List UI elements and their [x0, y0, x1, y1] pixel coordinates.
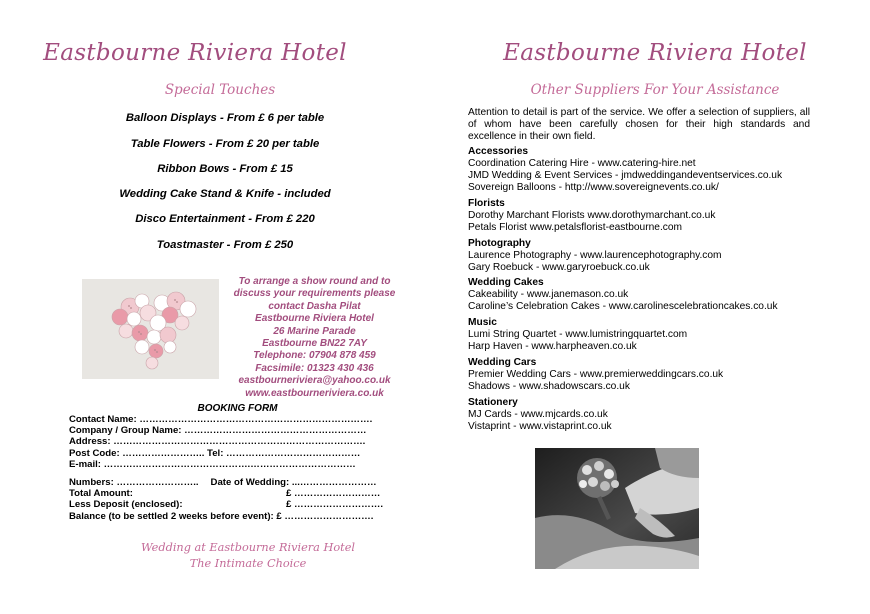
- contact-website[interactable]: www.eastbourneriviera.co.uk: [245, 387, 384, 399]
- section-title: Photography: [468, 237, 531, 249]
- supplier-item: Harp Haven - www.harpheaven.co.uk: [468, 341, 637, 353]
- form-deposit-value: £ ……………………….: [286, 499, 384, 511]
- form-contact-name: Contact Name: ……………………………………………………………….: [69, 414, 373, 425]
- contact-line: discuss your requirements please: [233, 288, 396, 300]
- contact-line: Eastbourne Riviera Hotel: [255, 313, 374, 325]
- footer-line: Wedding at Eastbourne Riviera Hotel: [140, 541, 355, 554]
- section-title: Florists: [468, 197, 505, 209]
- section-title: Wedding Cakes: [468, 277, 544, 289]
- section-title: Wedding Cars: [468, 356, 537, 368]
- footer-tagline: [108, 540, 388, 572]
- contact-email[interactable]: eastbourneriviera@yahoo.co.uk: [238, 375, 391, 387]
- supplier-item: Cakeability - www.janemason.co.uk: [468, 289, 629, 301]
- hotel-title: Eastbourne Riviera Hotel: [43, 40, 347, 66]
- touch-item: Ribbon Bows - From £ 15: [157, 163, 293, 175]
- booking-form: [69, 414, 372, 470]
- supplier-item: Vistaprint - www.vistaprint.co.uk: [468, 420, 612, 432]
- form-deposit-label: Less Deposit (enclosed):: [69, 499, 183, 511]
- section-subtitle: Other Suppliers For Your Assistance: [530, 82, 780, 98]
- contact-line: contact Dasha Pilat: [268, 300, 361, 312]
- supplier-list: [468, 146, 848, 433]
- supplier-item: Lumi String Quartet - www.lumistringquartet.com: [468, 329, 688, 341]
- bouquet-hands-photo-icon: [535, 448, 699, 569]
- contact-details: [222, 276, 407, 400]
- contact-line: Telephone: 07904 878 459: [253, 350, 376, 362]
- supplier-item: Gary Roebuck - www.garyroebuck.co.uk: [468, 261, 650, 273]
- touch-item: Balloon Displays - From £ 6 per table: [125, 112, 325, 124]
- section-title: Stationery: [468, 396, 518, 408]
- touch-item: Wedding Cake Stand & Knife - included: [119, 188, 331, 200]
- form-total-row: [69, 488, 383, 499]
- booking-form-title: BOOKING FORM: [197, 403, 278, 414]
- form-date-of-wedding: Date of Wedding: ...……………………: [210, 477, 377, 488]
- section-title: Accessories: [468, 146, 529, 157]
- form-postcode-tel: Post Code: …………………….. Tel: ……………………………………: [69, 447, 361, 459]
- form-balance-row: [69, 511, 383, 522]
- touch-item: Disco Entertainment - From £ 220: [135, 213, 315, 225]
- contact-line: Facsimile: 01323 430 436: [255, 362, 374, 374]
- supplier-item: JMD Wedding & Event Services - jmdweddingandeventservices.co.uk: [468, 170, 783, 181]
- supplier-item: MJ Cards - www.mjcards.co.uk: [468, 408, 608, 420]
- booking-amounts: [69, 477, 383, 522]
- contact-line: 26 Marine Parade: [273, 325, 356, 337]
- contact-line: Eastbourne BN22 7AY: [262, 338, 367, 350]
- intro-paragraph: Attention to detail is part of the service. We offer a selection of suppliers, all of whom have been carefully chosen for their high standards and excellence in their own field.: [468, 107, 810, 142]
- touch-item: Table Flowers - From £ 20 per table: [130, 138, 320, 150]
- section-subtitle: Special Touches: [164, 82, 276, 98]
- form-numbers: Numbers: ……………………..: [69, 477, 199, 488]
- form-total-label: Total Amount:: [69, 488, 133, 500]
- supplier-item: Caroline’s Celebration Cakes - www.carolinescelebrationcakes.co.uk: [468, 301, 778, 313]
- form-total-value: £ ………………………: [286, 488, 381, 500]
- heart-of-buttons-icon: [82, 279, 219, 379]
- section-title: Music: [468, 317, 497, 329]
- form-balance-label: Balance (to be settled 2 weeks before event):: [69, 510, 274, 522]
- supplier-item: Laurence Photography - www.laurencephotography.com: [468, 249, 722, 261]
- wedding-hands-photo: [535, 448, 699, 569]
- form-company: Company / Group Name: …………………………………………………: [69, 425, 367, 437]
- supplier-item: Petals Florist www.petalsflorist-eastbourne.com: [468, 221, 683, 233]
- form-address: Address: …………………………………………………………………….: [69, 436, 366, 448]
- footer-line: The Intimate Choice: [189, 557, 307, 570]
- form-balance-value: £ ……………………….: [276, 510, 374, 522]
- buttons-heart-image: [82, 279, 219, 379]
- supplier-item: Shadows - www.shadowscars.co.uk: [468, 380, 630, 392]
- right-page: [435, 0, 870, 614]
- touch-item: Toastmaster - From £ 250: [156, 239, 294, 251]
- supplier-item: Coordination Catering Hire - www.catering-hire.net: [468, 158, 696, 169]
- contact-line: To arrange a show round and to: [238, 276, 391, 287]
- form-deposit-row: [69, 499, 383, 510]
- hotel-title: Eastbourne Riviera Hotel: [503, 40, 807, 66]
- form-numbers-row: [69, 477, 383, 488]
- supplier-item: Dorothy Marchant Florists www.dorothymarchant.co.uk: [468, 209, 716, 221]
- supplier-item: Sovereign Balloons - http://www.sovereignevents.co.uk/: [468, 182, 719, 193]
- supplier-item: Premier Wedding Cars - www.premierweddingcars.co.uk: [468, 368, 724, 380]
- form-email: E-mail: ……………………………………….……………………………: [69, 458, 356, 470]
